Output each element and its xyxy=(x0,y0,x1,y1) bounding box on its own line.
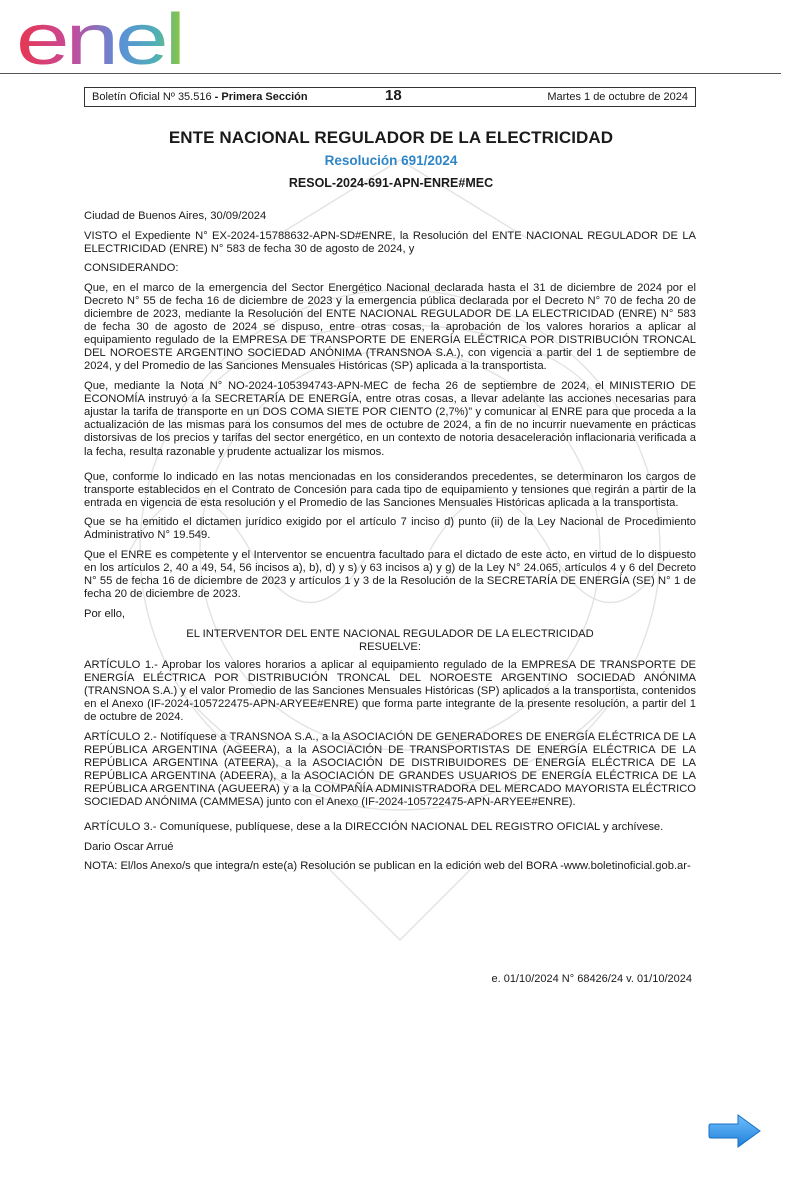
article-2: ARTÍCULO 2.- Notifíquese a TRANSNOA S.A., a la ASOCIACIÓN DE GENERADORES DE ENERGÍA ELÉCTRICA DE LA REPÚBLICA ARGENTINA (AGEERA), a la ASOCIACIÓN DE TRANSPORTISTAS DE ENERGÍA ELÉCTRICA DE LA REPÚBLICA ARGENTINA (ATEERA), a la ASOCIACIÓN DE DISTRIBUIDORES DE ENERGÍA ELÉCTRICA DE LA REPÚBLICA ARGENTINA (ADEERA), a la ASOCIACIÓN DE GRANDES USUARIOS DE ENERGÍA ELÉCTRICA DE LA REPÚBLICA ARGENTINA (AGUEERA) y a la COMPAÑÍA ADMINISTRADORA DEL MERCADO MAYORISTA ELÉCTRICO SOCIEDAD ANÓNIMA (CAMMESA) junto con el Anexo (IF-2024-105722475-APN-ARYEE#ENRE). xyxy=(84,730,696,809)
bulletin-number: Boletín Oficial Nº 35.516 xyxy=(92,91,212,103)
bulletin-info xyxy=(92,88,308,106)
logo-text: enel xyxy=(16,8,182,70)
considerando-paragraph-3: Que, conforme lo indicado en las notas mencionadas en los considerandos precedentes, se determinaron los cargos de transporte establecidos en el Contrato de Concesión para cada tipo de equipamiento y tensiones que regirán a partir de la entrada en vigencia de esta resolución y el Promedio de las Sanciones Mensuales Históricas aplicada a la transportista. xyxy=(84,470,696,509)
section-separator: - xyxy=(211,91,222,103)
arrow-right-icon xyxy=(709,1115,760,1147)
considerando-heading: CONSIDERANDO: xyxy=(84,262,179,275)
visto-paragraph: VISTO el Expediente N° EX-2024-15788632-APN-SD#ENRE, la Resolución del ENTE NACIONAL REGULADOR DE LA ELECTRICIDAD (ENRE) N° 583 de fecha 30 de agosto de 2024, y xyxy=(84,229,696,255)
signature: Dario Oscar Arrué xyxy=(84,840,174,853)
bulletin-date: Martes 1 de octubre de 2024 xyxy=(547,91,688,103)
resolve-heading-2: RESUELVE: xyxy=(359,640,421,653)
header-rule xyxy=(0,73,781,74)
resolution-number: Resolución 691/2024 xyxy=(324,153,458,168)
bulletin-header xyxy=(84,87,696,107)
considerando-paragraph-2: Que, mediante la Nota N° NO-2024-105394743-APN-MEC de fecha 26 de septiembre de 2024, el MINISTERIO DE ECONOMÍA instruyó a la SECRETARÍA DE ENERGÍA, entre otras cosas, a llevar adelante las acciones necesarias para ajustar la tarifa de transporte en un DOS COMA SIETE POR CIENTO (2,7%)” y comunicar al ENRE para que proceda a la actualización de las mismas para los consumos del mes de octubre de 2024, a fin de no incurrir nuevamente en prácticas distorsivas de los precios y tarifas del sector energético, en un contexto de notoria desaceleración inflacionaria verificada a la fecha, resulta razonable y prudente actualizar los mismos. xyxy=(84,380,696,458)
resolve-heading-1: EL INTERVENTOR DEL ENTE NACIONAL REGULADOR DE LA ELECTRICIDAD xyxy=(186,627,594,640)
bulletin-section: Primera Sección xyxy=(221,91,308,103)
page-title: ENTE NACIONAL REGULADOR DE LA ELECTRICIDAD xyxy=(168,128,614,147)
article-1: ARTÍCULO 1.- Aprobar los valores horarios a aplicar al equipamiento regulado de la EMPRESA DE TRANSPORTE DE ENERGÍA ELÉCTRICA POR DISTRIBUCIÓN TRONCAL DEL NOROESTE ARGENTINO SOCIEDAD ANÓNIMA (TRANSNOA S.A.) y el valor Promedio de las Sanciones Mensuales Históricas (SP) aplicados a la transportista, contenidos en el Anexo (IF-2024-105722475-APN-ARYEE#ENRE) que forma parte integrante de la presente resolución, a partir del 1 de octubre de 2024. xyxy=(84,658,696,724)
article-3: ARTÍCULO 3.- Comuníquese, publíquese, dese a la DIRECCIÓN NACIONAL DEL REGISTRO OFICIAL y archívese. xyxy=(84,821,664,834)
considerando-paragraph-4: Que se ha emitido el dictamen jurídico exigido por el artículo 7 inciso d) punto (ii) de la Ley Nacional de Procedimiento Administrativo N° 19.549. xyxy=(84,516,696,542)
next-page-button[interactable] xyxy=(708,1113,762,1149)
enel-logo xyxy=(16,8,184,70)
considerando-paragraph-1: Que, en el marco de la emergencia del Sector Energético Nacional declarada hasta el 31 de diciembre de 2024 por el Decreto N° 55 de fecha 16 de diciembre de 2023 y la emergencia pública declarada por el Decreto N° 70 de fecha 20 de diciembre de 2023, mediante la Resolución del ENTE NACIONAL REGULADOR DE LA ELECTRICIDAD (ENRE) N° 583 de fecha 30 de agosto de 2024 se dispuso, entre otras cosas, la aprobación de los valores horarios a aplicar al equipamiento regulado de la EMPRESA DE TRANSPORTE DE ENERGÍA ELÉCTRICA POR DISTRIBUCIÓN TRONCAL DEL NOROESTE ARGENTINO SOCIEDAD ANÓNIMA (TRANSNOA S.A.), con vigencia a partir del 1 de septiembre de 2024, y del Promedio de las Sanciones Mensuales Históricas (SP) aplicada a la transportista. xyxy=(84,281,696,373)
publication-reference: e. 01/10/2024 N° 68426/24 v. 01/10/2024 xyxy=(491,973,692,985)
por-ello: Por ello, xyxy=(84,607,126,620)
considerando-paragraph-5: Que el ENRE es competente y el Interventor se encuentra facultado para el dictado de este acto, en virtud de lo dispuesto en los artículos 2, 40 a 49, 54, 56 incisos a), b), d) y s) y 63 incisos a) y g) de la Ley N° 24.065, artículos 4 y 6 del Decreto N° 55 de fecha 16 de diciembre de 2023 y artículos 1 y 3 de la Resolución de la SECRETARÍA DE ENERGÍA (SE) N° 1 de fecha 20 de diciembre de 2023. xyxy=(84,549,696,601)
page-number: 18 xyxy=(385,87,402,104)
resolution-code: RESOL-2024-691-APN-ENRE#MEC xyxy=(288,176,494,190)
place-date: Ciudad de Buenos Aires, 30/09/2024 xyxy=(84,210,267,222)
resolution-body xyxy=(84,210,696,880)
annex-note: NOTA: El/los Anexo/s que integra/n este(a) Resolución se publican en la edición web del BORA -www.boletinoficial.gob.ar- xyxy=(84,860,691,873)
